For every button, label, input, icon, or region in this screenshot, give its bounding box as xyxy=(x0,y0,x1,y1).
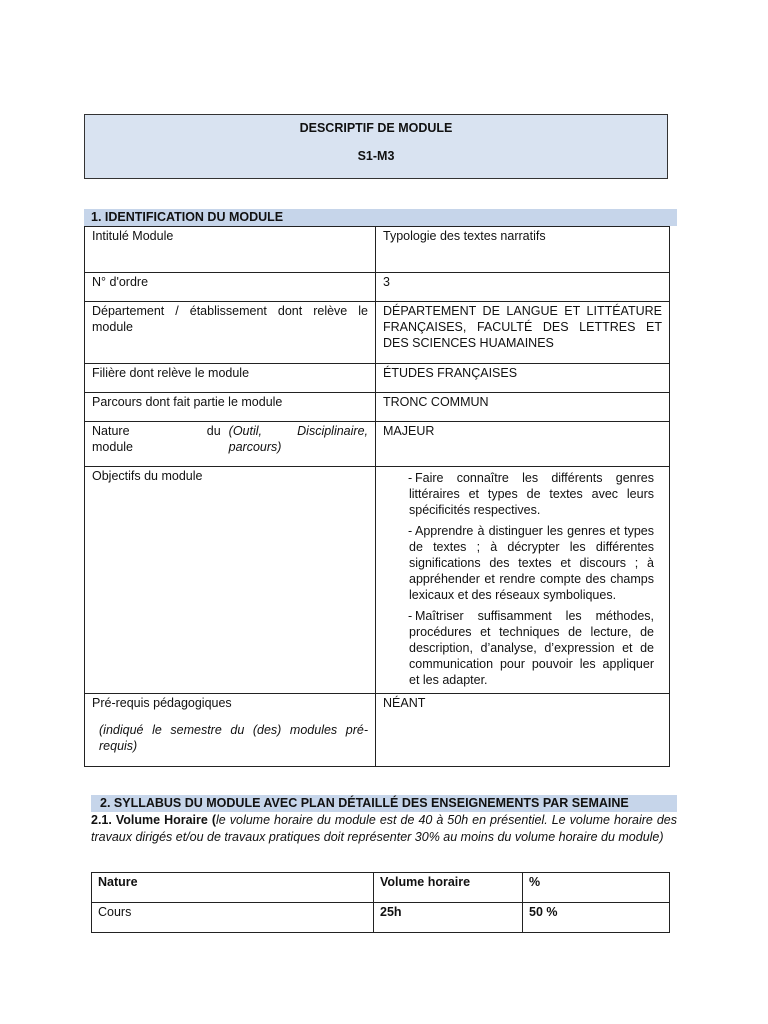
volume-horaire-paragraph xyxy=(91,812,677,846)
table-header-row xyxy=(92,873,670,903)
row-label-nature xyxy=(85,422,376,467)
volume-table xyxy=(91,872,670,933)
table-row xyxy=(85,227,670,273)
column-header: % xyxy=(523,873,670,903)
table-row xyxy=(85,467,670,694)
table-row xyxy=(85,694,670,767)
row-label: Intitulé Module xyxy=(85,227,376,273)
list-item: - Apprendre à distinguer les genres et types de textes ; à décrypter les différentes significations des textes et discours ; à appréhender et rendre compte des champs lexicaux et des réseaux symboliques. xyxy=(409,523,654,603)
nature-hint: (Outil, Disciplinaire, parcours) xyxy=(228,424,368,454)
nature-label: Nature du module xyxy=(92,424,221,454)
table-cell: 25h xyxy=(374,903,523,933)
row-label-prerequis xyxy=(85,694,376,767)
table-row xyxy=(85,393,670,422)
row-label: Département / établissement dont relève le module xyxy=(85,302,376,364)
row-label: N° d'ordre xyxy=(85,273,376,302)
module-title-box xyxy=(84,114,668,179)
objectives-list xyxy=(396,470,654,688)
volume-horaire-label: 2.1. Volume Horaire ( xyxy=(91,813,217,827)
row-value: NÉANT xyxy=(376,694,670,767)
table-row xyxy=(85,273,670,302)
table-cell: Cours xyxy=(92,903,374,933)
row-value: DÉPARTEMENT DE LANGUE ET LITTÉATURE FRANÇAISES, FACULTÉ DES LETTRES ET DES SCIENCES HUAMAINES xyxy=(376,302,670,364)
module-code: S1-M3 xyxy=(357,149,395,163)
document-title: DESCRIPTIF DE MODULE xyxy=(299,121,453,135)
list-item: - Faire connaître les différents genres littéraires et types de textes avec leurs spécificités respectives. xyxy=(409,470,654,518)
table-cell: 50 % xyxy=(523,903,670,933)
objectives-cell xyxy=(376,467,670,694)
column-header: Volume horaire xyxy=(374,873,523,903)
section-1-heading: 1. IDENTIFICATION DU MODULE xyxy=(84,209,677,226)
row-label: Parcours dont fait partie le module xyxy=(85,393,376,422)
row-value: 3 xyxy=(376,273,670,302)
prerequis-label: Pré-requis pédagogiques xyxy=(92,696,232,710)
row-value: MAJEUR xyxy=(376,422,670,467)
row-value: Typologie des textes narratifs xyxy=(376,227,670,273)
column-header: Nature xyxy=(92,873,374,903)
table-row xyxy=(85,302,670,364)
row-value: TRONC COMMUN xyxy=(376,393,670,422)
table-row xyxy=(92,903,670,933)
table-row xyxy=(85,364,670,393)
volume-horaire-note: le volume horaire du module est de 40 à 50h en présentiel. Le volume horaire des travaux dirigés et/ou de travaux pratiques doit représenter 30% au moins du volume horaire du module) xyxy=(91,813,678,844)
row-label: Objectifs du module xyxy=(85,467,376,694)
row-value: ÉTUDES FRANÇAISES xyxy=(376,364,670,393)
identification-table xyxy=(84,226,670,767)
list-item: - Maîtriser suffisamment les méthodes, procédures et techniques de lecture, de description, d’analyse, d’expression et de communication pour pouvoir les appliquer et les adapter. xyxy=(409,608,654,688)
row-label: Filière dont relève le module xyxy=(85,364,376,393)
prerequis-note: (indiqué le semestre du (des) modules pré-requis) xyxy=(99,723,368,753)
table-row xyxy=(85,422,670,467)
section-2-heading: 2. SYLLABUS DU MODULE AVEC PLAN DÉTAILLÉ DES ENSEIGNEMENTS PAR SEMAINE xyxy=(91,795,677,812)
